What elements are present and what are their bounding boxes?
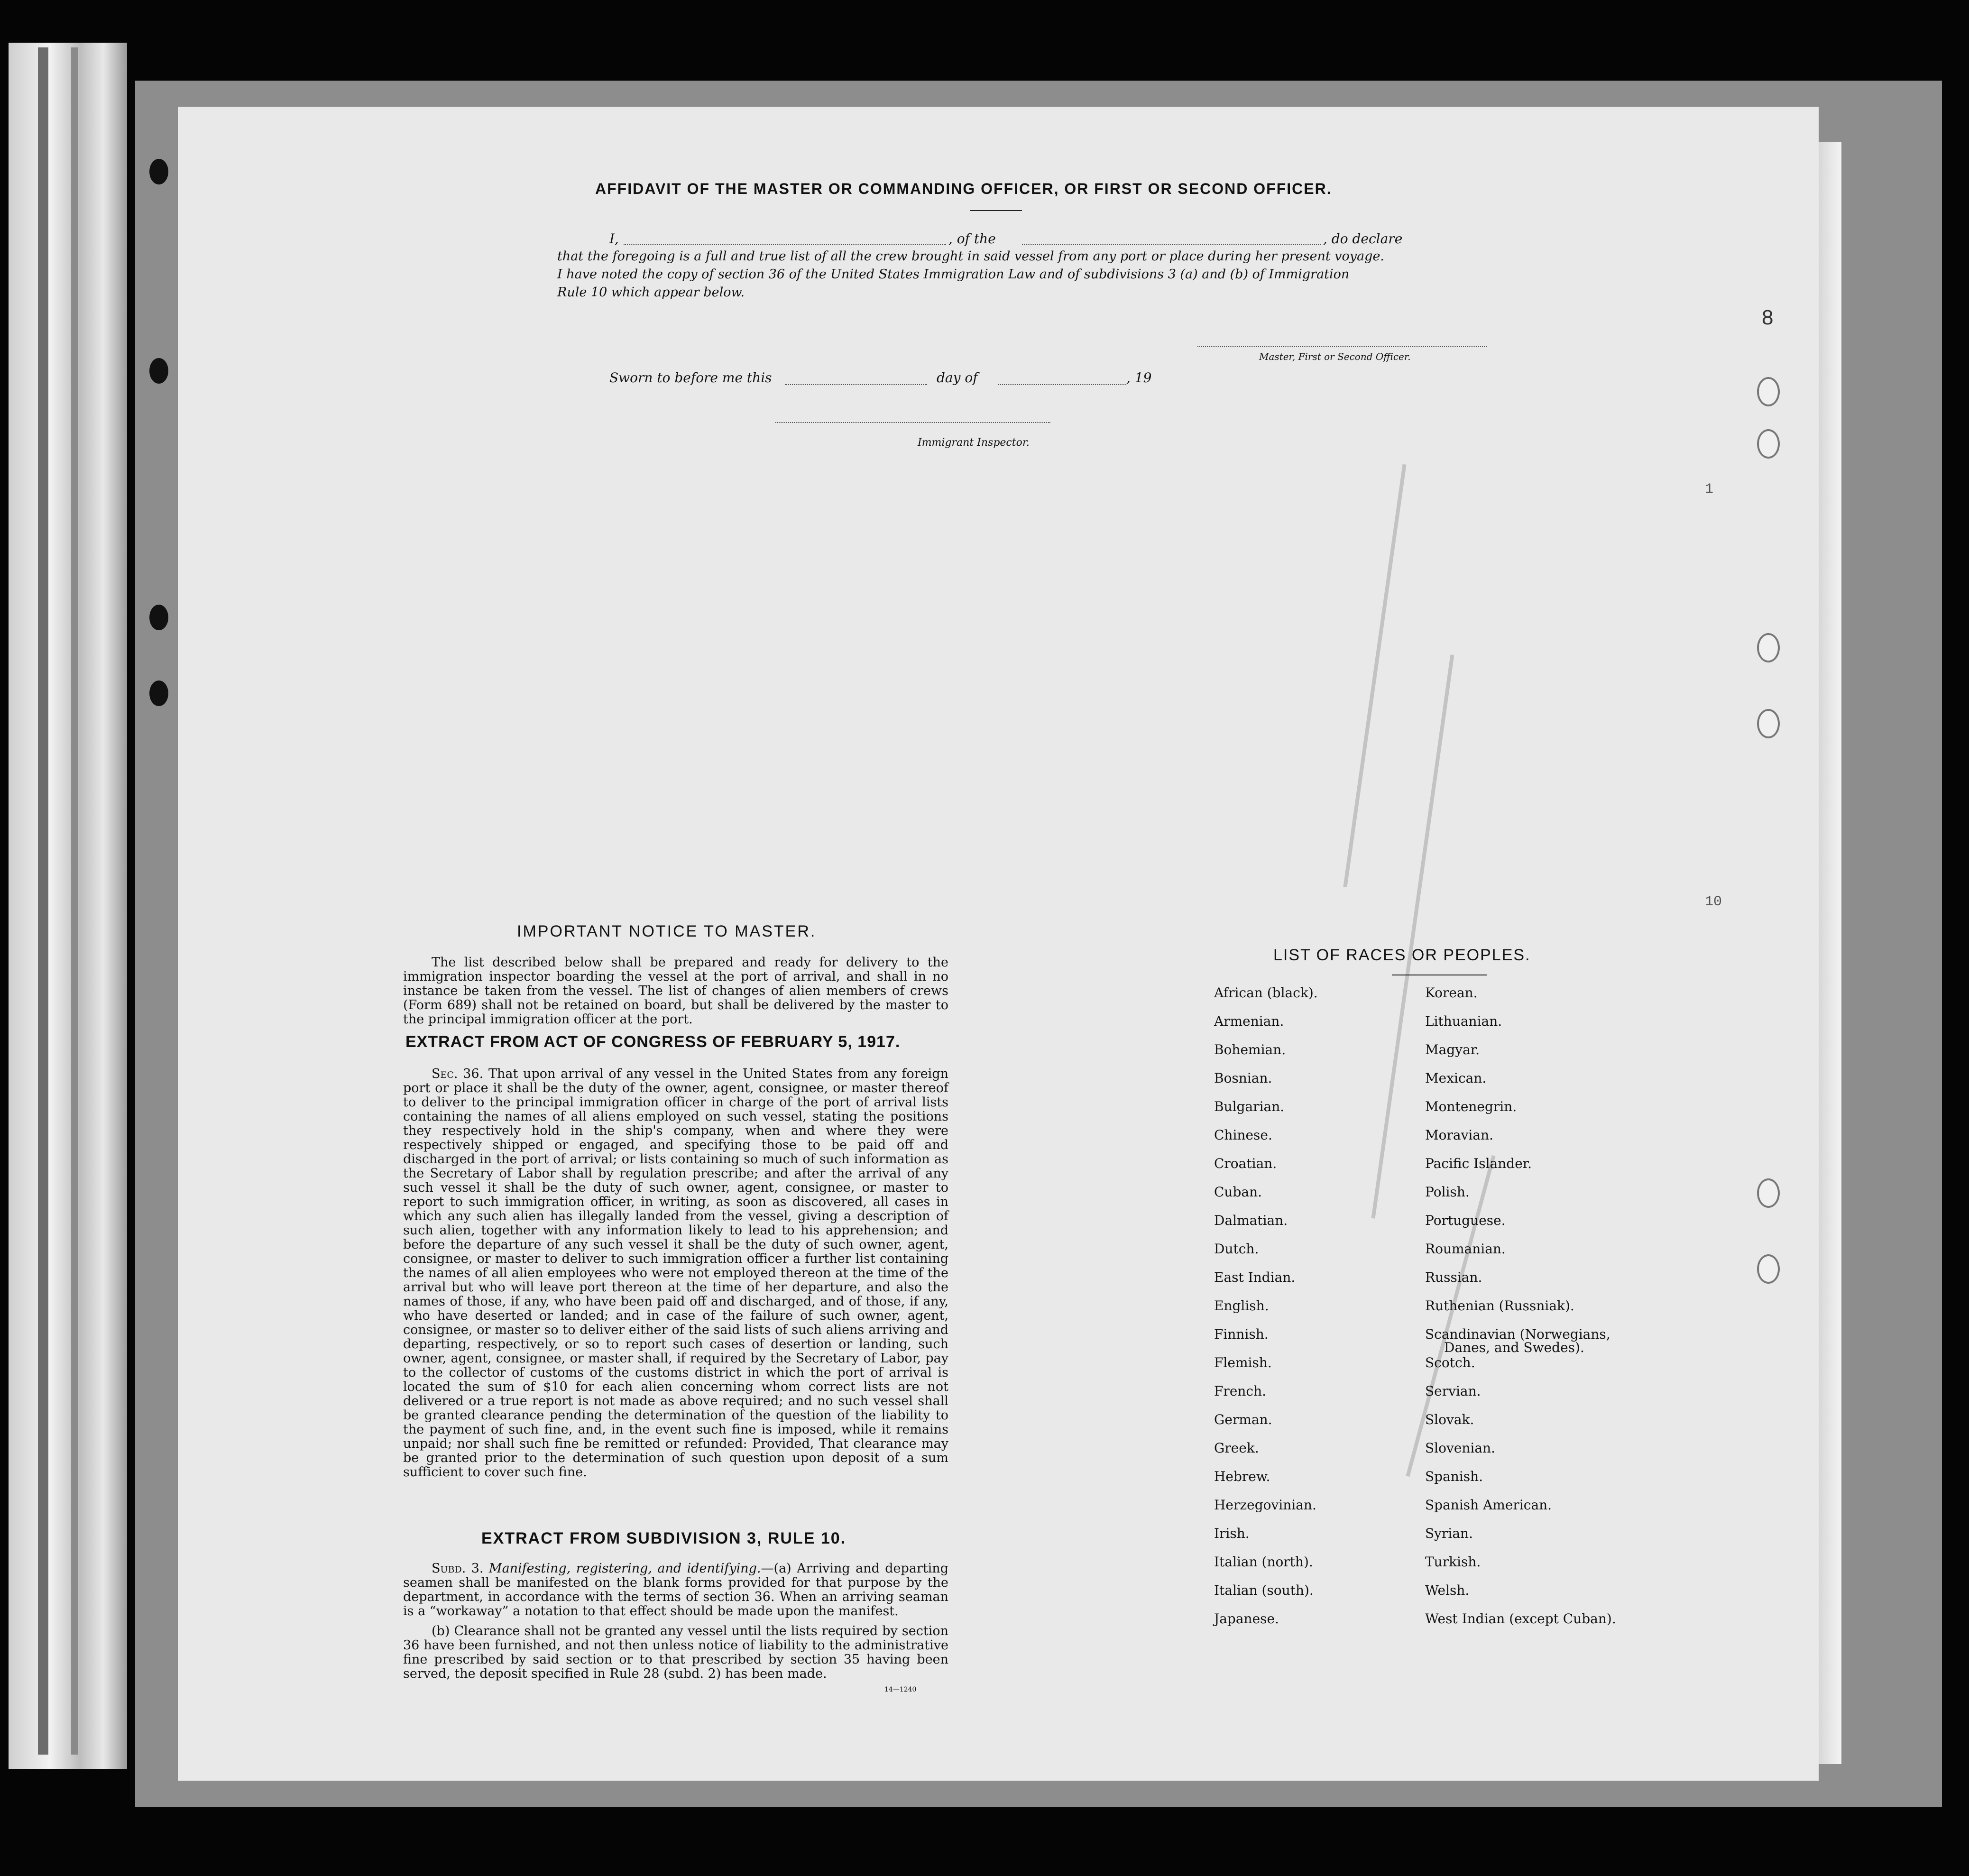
rule-para-a-text: —(a) Arriving and departing seamen shall be manifested on the blank forms provided for that purpose by the department, in accordance with the terms of section 36. When an arriving seaman is a “workaway” a notation to that effect should be made upon the manifest. <box>403 1561 948 1619</box>
punch-hole <box>1757 633 1780 662</box>
binder-pages <box>9 43 127 1769</box>
race-item: Polish. <box>1425 1184 1470 1200</box>
race-item: Pacific Islander. <box>1425 1156 1532 1171</box>
race-item: Turkish. <box>1425 1554 1481 1570</box>
page-edge <box>1816 142 1841 1764</box>
affidavit-of-the: , of the <box>948 231 996 247</box>
master-signature-line <box>1197 346 1487 347</box>
races-title: LIST OF RACES OR PEOPLES. <box>1273 946 1531 964</box>
race-item: West Indian (except Cuban). <box>1425 1611 1616 1627</box>
sworn-month-blank <box>998 384 1126 385</box>
race-item: Syrian. <box>1425 1526 1473 1541</box>
race-item: Irish. <box>1214 1526 1250 1541</box>
race-item: Magyar. <box>1425 1042 1480 1058</box>
rule-subd-heading: Manifesting, registering, and identifying. <box>488 1561 761 1576</box>
race-item: Cuban. <box>1214 1184 1262 1200</box>
rule-para-b: (b) Clearance shall not be granted any vessel until the lists required by section 36 have been furnished, and not then unless notice of liability to the administrative fine prescribed by said section or to that prescribed by section 35 having been served, the deposit specified in Rule 28 (subd. 2) has been made. <box>403 1624 948 1681</box>
race-item: Italian (south). <box>1214 1582 1314 1598</box>
sworn-day-of: day of <box>937 370 978 386</box>
race-item: Armenian. <box>1214 1013 1284 1029</box>
affidavit-declare: , do declare <box>1323 231 1403 247</box>
vessel-blank <box>1022 244 1321 245</box>
race-item: Dutch. <box>1214 1241 1259 1257</box>
act-title: EXTRACT FROM ACT OF CONGRESS OF FEBRUARY 5, 1917. <box>405 1033 901 1051</box>
inspector-signature-line <box>775 422 1050 423</box>
bleed-through-marks: 10 <box>1705 894 1722 910</box>
binder-strip <box>71 47 78 1755</box>
punch-hole <box>1757 1254 1780 1284</box>
race-item: French. <box>1214 1383 1267 1399</box>
sworn-text: Sworn to before me this <box>609 370 772 386</box>
race-item: Korean. <box>1425 985 1478 1001</box>
race-item: Portuguese. <box>1425 1213 1506 1228</box>
race-item: Herzegovinian. <box>1214 1497 1316 1513</box>
punch-hole <box>149 358 168 384</box>
race-item: Russian. <box>1425 1269 1482 1285</box>
race-item: Welsh. <box>1425 1582 1470 1598</box>
race-item: Ruthenian (Russniak). <box>1425 1298 1574 1314</box>
affidavit-body-line: that the foregoing is a full and true list of all the crew brought in said vessel from any port or place during her present voyage. <box>557 249 1385 264</box>
race-item-continuation: Danes, and Swedes). <box>1444 1340 1584 1355</box>
races-left-column <box>1214 986 1318 1641</box>
sworn-day-blank <box>785 384 927 385</box>
race-item: Scotch. <box>1425 1355 1475 1370</box>
title-rule <box>970 210 1022 211</box>
bleed-through-marks: 1 <box>1705 481 1714 497</box>
binder-strip <box>38 47 48 1755</box>
race-item: Chinese. <box>1214 1127 1272 1143</box>
affidavit-i: I, <box>609 231 619 247</box>
rule-title: EXTRACT FROM SUBDIVISION 3, RULE 10. <box>481 1529 846 1547</box>
race-item: Bosnian. <box>1214 1070 1272 1086</box>
race-item: Bohemian. <box>1214 1042 1286 1058</box>
notice-body: The list described below shall be prepared and ready for delivery to the immigration inspector boarding the vessel at the port of arrival, and shall in no instance be taken from the vessel. The list of changes of alien members of crews (Form 689) shall not be retained on board, but shall be delivered by the master to the principal immigration officer at the port. <box>403 955 948 1027</box>
sworn-year: , 19 <box>1126 370 1152 386</box>
notice-title: IMPORTANT NOTICE TO MASTER. <box>517 922 817 940</box>
document-page <box>178 107 1819 1781</box>
race-item: Spanish. <box>1425 1469 1483 1484</box>
race-item: German. <box>1214 1412 1272 1427</box>
master-signature-label: Master, First or Second Officer. <box>1259 351 1411 362</box>
race-item: Italian (north). <box>1214 1554 1313 1570</box>
race-item: Slovak. <box>1425 1412 1474 1427</box>
race-item: Greek. <box>1214 1440 1259 1456</box>
race-item: Flemish. <box>1214 1355 1272 1370</box>
race-item: East Indian. <box>1214 1269 1296 1285</box>
act-body-text: That upon arrival of any vessel in the United States from any foreign port or place it shall be the duty of the owner, agent, consignee, or master thereof to deliver to the principal immigration officer in charge of the port of arrival lists containing the names of all aliens employed on such vessel, stating the positions they respectively hold in the ship's company, when and where they were respectively shipped or engaged, and specifying those to be paid off and discharged in the port of arrival; or lists containing so much of such information as the Secretary of Labor shall by regulation prescribe; and after the arrival of any such vessel it shall be the duty of such owner, agent, consignee, or master to report to such immigration officer, in writing, as soon as discovered, all cases in which any such alien has illegally landed from the vessel, giving a description of such alien, together with any information likely to lead to his apprehension; and before the departure of any such vessel it shall be the duty of such owner, agent, consignee, or master to deliver to such immigration officer a further list containing the names of all alien employees who were not employed thereon at the time of the arrival but who will leave port thereon at the time of her departure, and also the names of those, if any, who have been paid off and discharged, and of those, if any, who have deserted or landed; and in case of the failure of such owner, agent, consignee, or master so to deliver either of the said lists of such aliens arriving and departing, respectively, or so to report such cases of desertion or landing, such owner, agent, consignee, or master shall, if required by the Secretary of Labor, pay to the collector of customs of the customs district in which the port of arrival is located the sum of $10 for each alien concerning whom correct lists are not delivered or a true report is not made as above required; and no such vessel shall be granted clearance pending the determination of the question of the liability to the payment of such fine, and, in the event such fine is imposed, while it remains unpaid; nor shall such fine be remitted or refunded: Provided, That clearance may be granted prior to the determination of such question upon deposit of a sum sufficient to cover such fine. <box>403 1067 948 1480</box>
punch-hole <box>1757 429 1780 459</box>
punch-hole <box>1757 1178 1780 1208</box>
race-item: Lithuanian. <box>1425 1013 1502 1029</box>
race-item: Servian. <box>1425 1383 1481 1399</box>
pencil-mark <box>1343 464 1406 887</box>
race-item: Bulgarian. <box>1214 1099 1285 1114</box>
race-item: Japanese. <box>1214 1611 1279 1627</box>
race-item: Montenegrin. <box>1425 1099 1517 1114</box>
race-item: Scandinavian (Norwegians, <box>1425 1326 1610 1342</box>
punch-hole <box>149 159 168 184</box>
page-number: 8 <box>1762 306 1774 329</box>
rule-para-a <box>403 1562 948 1619</box>
punch-hole <box>149 605 168 630</box>
race-item: Moravian. <box>1425 1127 1494 1143</box>
race-item: Hebrew. <box>1214 1469 1270 1484</box>
race-item: Mexican. <box>1425 1070 1487 1086</box>
form-number: 14—1240 <box>884 1686 917 1693</box>
race-item: African (black). <box>1214 985 1318 1001</box>
race-item: Spanish American. <box>1425 1497 1552 1513</box>
name-blank <box>624 244 946 245</box>
punch-hole <box>1757 377 1780 406</box>
act-body <box>403 1067 948 1480</box>
inspector-label: Immigrant Inspector. <box>918 437 1030 449</box>
race-item: Roumanian. <box>1425 1241 1506 1257</box>
punch-hole <box>1757 709 1780 738</box>
race-item: Croatian. <box>1214 1156 1277 1171</box>
act-section-label: Sec. 36. <box>432 1067 484 1081</box>
race-item-scandinavian <box>1425 1328 1616 1356</box>
affidavit-body-line: Rule 10 which appear below. <box>557 285 745 300</box>
race-item: Finnish. <box>1214 1326 1269 1342</box>
race-item: English. <box>1214 1298 1269 1314</box>
affidavit-title: AFFIDAVIT OF THE MASTER OR COMMANDING OFFICER, OR FIRST OR SECOND OFFICER. <box>595 180 1332 197</box>
race-item: Dalmatian. <box>1214 1213 1288 1228</box>
affidavit-body-line: I have noted the copy of section 36 of the United States Immigration Law and of subdivisions 3 (a) and (b) of Immigration <box>557 267 1350 282</box>
race-item: Slovenian. <box>1425 1440 1495 1456</box>
races-right-column <box>1425 986 1616 1641</box>
rule-subd-label: Subd. 3. <box>432 1561 484 1576</box>
punch-hole <box>149 681 168 706</box>
